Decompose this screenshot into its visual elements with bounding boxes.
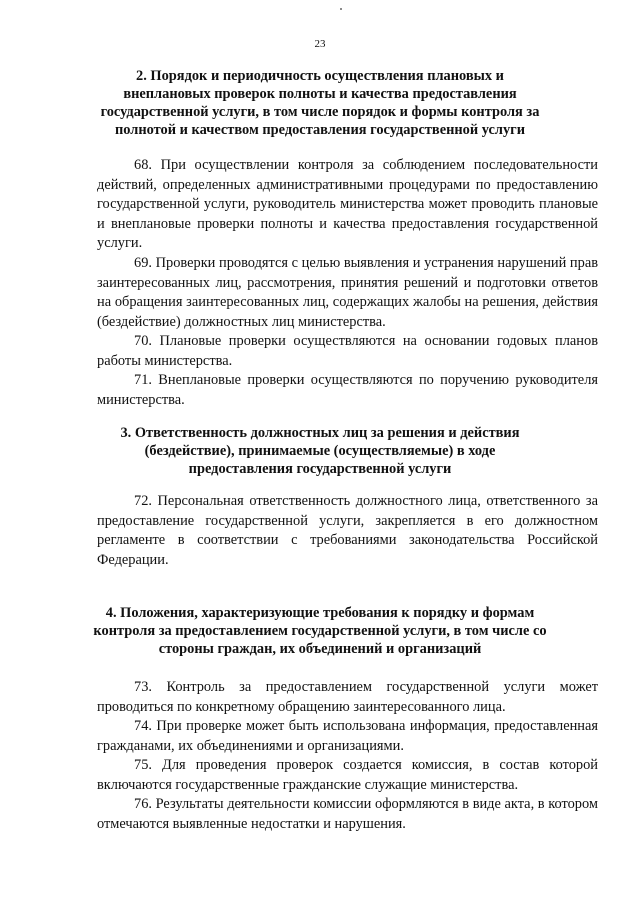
paragraph-71: 71. Внеплановые проверки осуществляются по поручению руководителя министерства. — [97, 372, 598, 408]
paragraph-74: 74. При проверке может быть использована информация, предоставленная гражданами, их объединениями и организациями. — [97, 718, 598, 754]
paragraph-76: 76. Результаты деятельности комиссии оформляются в виде акта, в котором отмечаются выявленные недостатки и нарушения. — [97, 796, 598, 832]
paragraph-68: 68. При осуществлении контроля за соблюдением последовательности действий, определенных административными процедурами по предоставлению государственной услуги, руководитель министерства может проводить плановые и внеплановые проверки полноты и качества предоставления государственной услуги. — [97, 157, 598, 252]
paragraph-75: 75. Для проведения проверок создается комиссия, в состав которой включаются государственные гражданские служащие министерства. — [97, 757, 598, 793]
page-number: 23 — [314, 38, 326, 50]
paragraph-70: 70. Плановые проверки осуществляются на основании годовых планов работы министерства. — [97, 333, 598, 369]
paragraph-73: 73. Контроль за предоставлением государственной услуги может проводиться по конкретному обращению заинтересованного лица. — [97, 679, 598, 715]
section-3-heading: 3. Ответственность должностных лиц за решения и действия (бездействие), принимаемые (осуществляемые) в ходе предоставления государственной услуги — [120, 425, 520, 477]
paragraph-69: 69. Проверки проводятся с целью выявления и устранения нарушений прав заинтересованных лиц, рассмотрения, принятия решений и подготовки ответов на обращения заинтересованных лиц, содержащих жалобы на решения, действия (бездействие) должностных лиц министерства. — [97, 255, 598, 330]
section-4-heading: 4. Положения, характеризующие требования к порядку и формам контроля за предоставлением государственной услуги, в том числе со стороны граждан, их объединений и организаций — [93, 605, 547, 657]
section-2-heading: 2. Порядок и периодичность осуществления плановых и внеплановых проверок полноты и качества предоставления государственной услуги, в том числе порядок и формы контроля за полнотой и качеством предоставления государственной услуги — [100, 68, 540, 138]
scan-speck — [340, 8, 342, 10]
paragraph-72: 72. Персональная ответственность должностного лица, ответственного за предоставление государственной услуги, закрепляется в его должностном регламенте в соответствии с требованиями законодательства Российской Федерации. — [97, 493, 598, 568]
